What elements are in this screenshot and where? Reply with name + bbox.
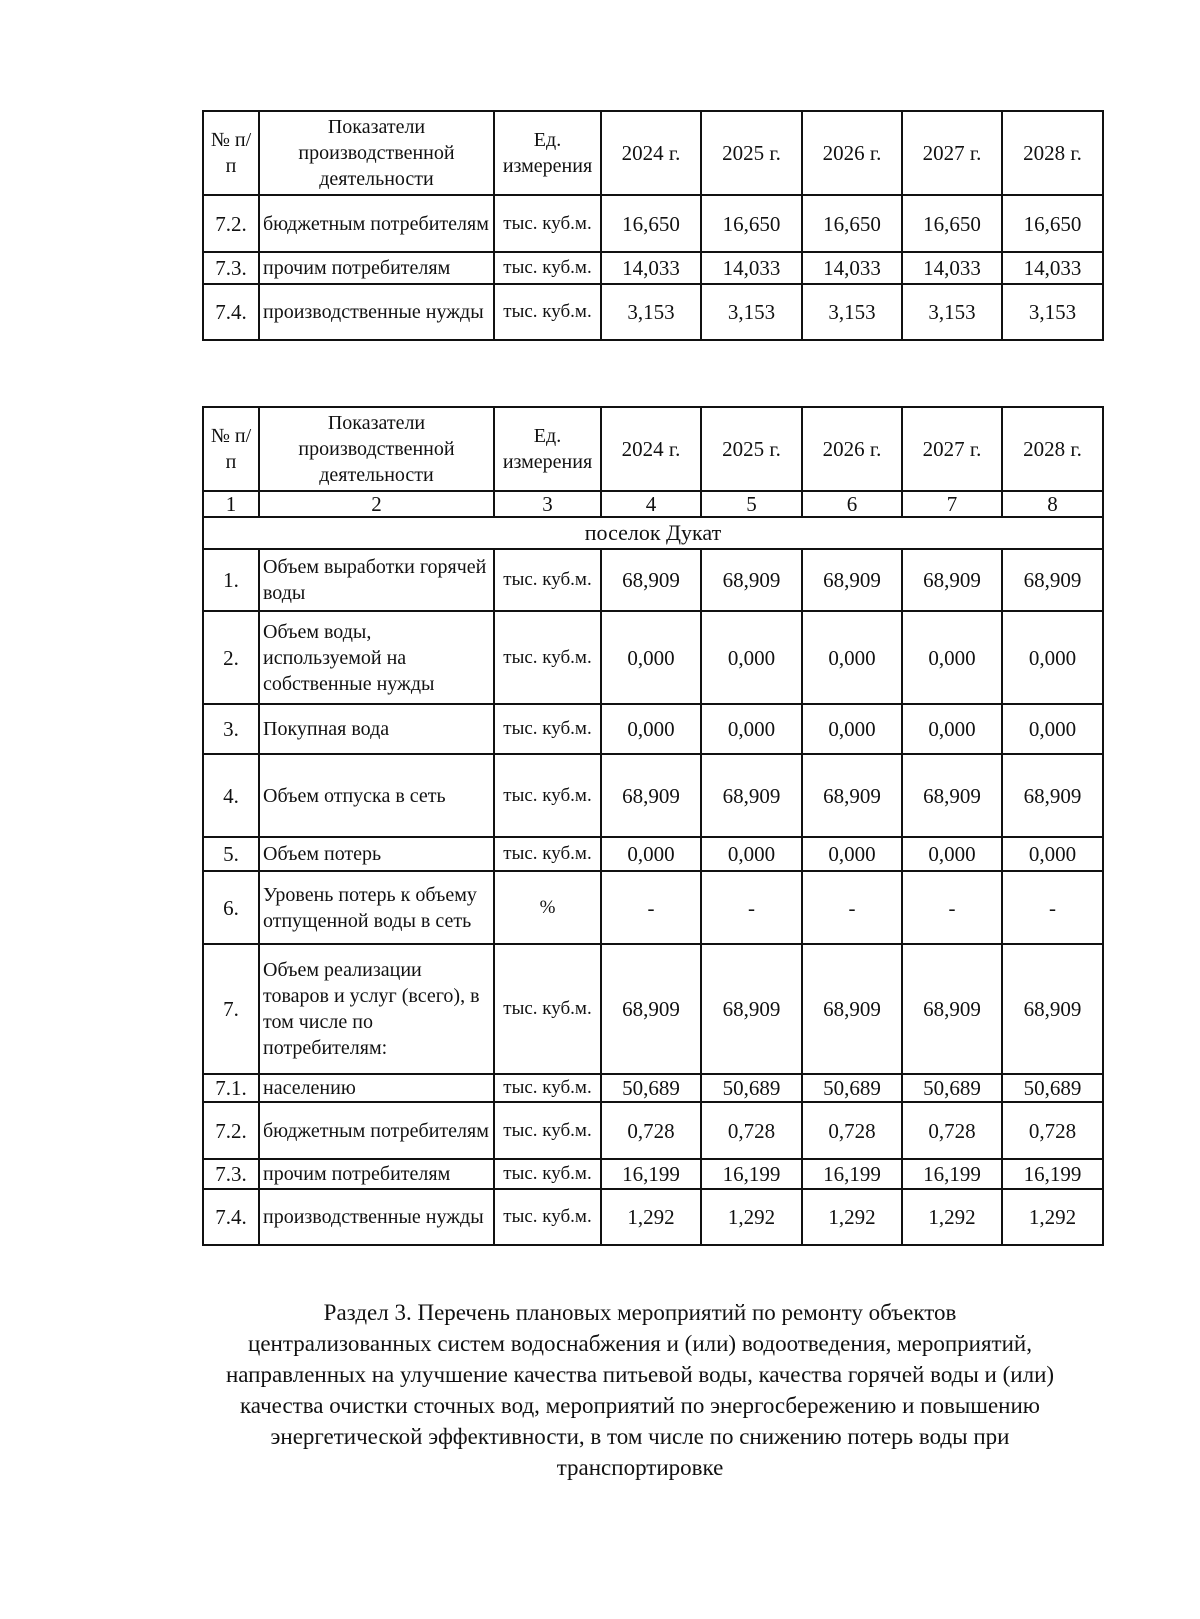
row-value: 1,292 [802,1189,902,1245]
row-unit: тыс. куб.м. [494,704,601,754]
row-value: 16,199 [902,1159,1002,1189]
row-value: 68,909 [701,549,802,611]
row-value: - [601,871,701,944]
header-unit: Ед. измерения [494,111,601,195]
table-row [203,871,1103,944]
row-num: 7. [203,944,259,1074]
row-name: Объем выработки горячей воды [259,549,494,611]
row-value: 0,000 [802,837,902,871]
table-row [203,837,1103,871]
row-value: 68,909 [1002,549,1103,611]
header-num: № п/п [203,407,259,491]
header-year: 2027 г. [902,407,1002,491]
table-row [203,195,1103,252]
row-value: 0,000 [902,611,1002,704]
row-name: прочим потребителям [259,252,494,284]
table-dukat [202,406,1104,1246]
table-row [203,944,1103,1074]
row-value: 16,199 [601,1159,701,1189]
row-num: 7.2. [203,195,259,252]
row-name: Объем потерь [259,837,494,871]
table-row [203,704,1103,754]
row-value: 0,000 [701,704,802,754]
row-value: 14,033 [902,252,1002,284]
row-value: 0,728 [802,1102,902,1159]
header-num: № п/п [203,111,259,195]
section-title: поселок Дукат [203,517,1103,549]
table-row [203,1189,1103,1245]
row-value: 0,728 [1002,1102,1103,1159]
row-value: 3,153 [902,284,1002,340]
header-year: 2024 г. [601,407,701,491]
row-value: 50,689 [601,1074,701,1102]
row-value: 0,000 [1002,837,1103,871]
row-value: 0,728 [601,1102,701,1159]
row-value: 3,153 [802,284,902,340]
row-value: 0,728 [701,1102,802,1159]
column-number: 5 [701,491,802,517]
row-value: 16,199 [701,1159,802,1189]
row-value: 3,153 [701,284,802,340]
row-value: 68,909 [902,549,1002,611]
row-value: 1,292 [701,1189,802,1245]
row-name: Объем воды, используемой на собственные нужды [259,611,494,704]
table-row [203,754,1103,837]
row-num: 7.1. [203,1074,259,1102]
row-value: 1,292 [601,1189,701,1245]
row-unit: тыс. куб.м. [494,1189,601,1245]
row-unit: тыс. куб.м. [494,252,601,284]
table-header-row [203,111,1103,195]
section-3-heading [180,1297,1100,1483]
column-number: 1 [203,491,259,517]
row-value: 68,909 [601,944,701,1074]
row-num: 7.4. [203,284,259,340]
row-name: производственные нужды [259,284,494,340]
table-header-row [203,407,1103,491]
row-value: 68,909 [1002,944,1103,1074]
row-value: 16,650 [1002,195,1103,252]
row-name: Объем реализации товаров и услуг (всего), в том числе по потребителям: [259,944,494,1074]
header-year: 2025 г. [701,111,802,195]
row-value: 14,033 [701,252,802,284]
row-name: Объем отпуска в сеть [259,754,494,837]
row-value: 0,728 [902,1102,1002,1159]
row-value: 1,292 [902,1189,1002,1245]
table-row [203,611,1103,704]
column-number: 8 [1002,491,1103,517]
header-unit: Ед. измерения [494,407,601,491]
row-value: 0,000 [802,704,902,754]
row-value: 16,650 [701,195,802,252]
header-year: 2027 г. [902,111,1002,195]
row-value: 68,909 [601,754,701,837]
heading-line: транспортировке [556,1455,724,1480]
row-unit: тыс. куб.м. [494,1074,601,1102]
heading-line: централизованных систем водоснабжения и (или) водоотведения, мероприятий, [248,1331,1032,1356]
row-unit: тыс. куб.м. [494,944,601,1074]
row-value: 14,033 [1002,252,1103,284]
row-value: 3,153 [1002,284,1103,340]
row-unit: % [494,871,601,944]
row-value: 68,909 [802,549,902,611]
row-value: 0,000 [902,837,1002,871]
row-num: 7.4. [203,1189,259,1245]
column-number: 3 [494,491,601,517]
row-value: 68,909 [802,754,902,837]
row-value: 0,000 [601,611,701,704]
row-value: - [802,871,902,944]
row-value: 16,650 [802,195,902,252]
row-value: 68,909 [701,944,802,1074]
row-name: бюджетным потребителям [259,195,494,252]
column-number-row [203,491,1103,517]
row-unit: тыс. куб.м. [494,549,601,611]
row-name: Уровень потерь к объему отпущенной воды в сеть [259,871,494,944]
row-num: 6. [203,871,259,944]
row-name: бюджетным потребителям [259,1102,494,1159]
row-value: 16,199 [802,1159,902,1189]
header-year: 2024 г. [601,111,701,195]
table-row [203,1159,1103,1189]
row-value: 68,909 [902,944,1002,1074]
row-unit: тыс. куб.м. [494,837,601,871]
row-value: 3,153 [601,284,701,340]
row-value: 0,000 [601,837,701,871]
row-unit: тыс. куб.м. [494,754,601,837]
row-num: 2. [203,611,259,704]
header-year: 2028 г. [1002,111,1103,195]
column-number: 2 [259,491,494,517]
row-num: 7.3. [203,1159,259,1189]
row-unit: тыс. куб.м. [494,195,601,252]
row-name: Покупная вода [259,704,494,754]
table-row [203,549,1103,611]
row-num: 7.2. [203,1102,259,1159]
row-value: 50,689 [902,1074,1002,1102]
row-value: 0,000 [701,837,802,871]
row-value: 0,000 [1002,704,1103,754]
header-year: 2026 г. [802,111,902,195]
heading-line: энергетической эффективности, в том числе по снижению потерь воды при [270,1424,1010,1449]
row-name: населению [259,1074,494,1102]
header-year: 2026 г. [802,407,902,491]
table-row [203,1074,1103,1102]
header-year: 2028 г. [1002,407,1103,491]
row-value: 68,909 [601,549,701,611]
row-value: 0,000 [802,611,902,704]
column-number: 7 [902,491,1002,517]
row-value: 68,909 [1002,754,1103,837]
table-continuation [202,110,1104,341]
row-value: 68,909 [902,754,1002,837]
row-value: 68,909 [701,754,802,837]
row-num: 7.3. [203,252,259,284]
row-value: 50,689 [701,1074,802,1102]
row-unit: тыс. куб.м. [494,1159,601,1189]
row-unit: тыс. куб.м. [494,1102,601,1159]
table-row [203,284,1103,340]
heading-line: Раздел 3. Перечень плановых мероприятий по ремонту объектов [323,1300,957,1325]
row-num: 3. [203,704,259,754]
row-unit: тыс. куб.м. [494,611,601,704]
row-num: 4. [203,754,259,837]
row-value: 68,909 [802,944,902,1074]
row-name: производственные нужды [259,1189,494,1245]
row-value: 0,000 [601,704,701,754]
row-value: - [902,871,1002,944]
table-row [203,1102,1103,1159]
column-number: 6 [802,491,902,517]
row-value: 16,650 [902,195,1002,252]
row-value: 16,199 [1002,1159,1103,1189]
row-value: 1,292 [1002,1189,1103,1245]
header-indicator: Показатели производственной деятельности [259,407,494,491]
row-num: 1. [203,549,259,611]
heading-line: качества очистки сточных вод, мероприятий по энергосбережению и повышению [239,1393,1040,1418]
row-value: 14,033 [802,252,902,284]
header-year: 2025 г. [701,407,802,491]
header-indicator: Показатели производственной деятельности [259,111,494,195]
row-value: 14,033 [601,252,701,284]
row-name: прочим потребителям [259,1159,494,1189]
row-value: 50,689 [1002,1074,1103,1102]
row-unit: тыс. куб.м. [494,284,601,340]
row-value: 0,000 [1002,611,1103,704]
row-value: 16,650 [601,195,701,252]
row-num: 5. [203,837,259,871]
heading-line: направленных на улучшение качества питьевой воды, качества горячей воды и (или) [225,1362,1055,1387]
row-value: - [701,871,802,944]
row-value: 50,689 [802,1074,902,1102]
row-value: 0,000 [701,611,802,704]
row-value: - [1002,871,1103,944]
column-number: 4 [601,491,701,517]
section-row [203,517,1103,549]
table-row [203,252,1103,284]
row-value: 0,000 [902,704,1002,754]
